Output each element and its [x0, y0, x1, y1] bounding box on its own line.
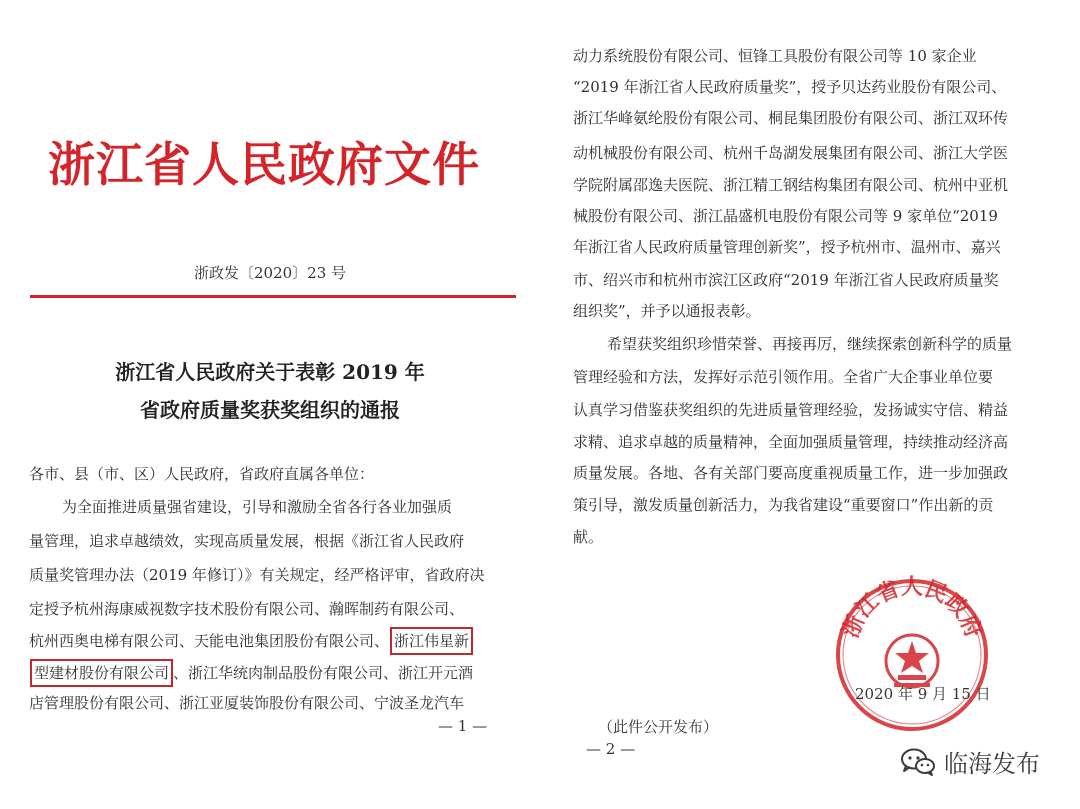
header-divider [30, 295, 516, 298]
body-line: 定授予杭州海康威视数字技术股份有限公司、瀚晖制药有限公司、 [29, 600, 465, 618]
body-line-text: 、浙江华统肉制品股份有限公司、浙江开元酒 [173, 664, 474, 682]
document-header: 浙江省人民政府文件 [48, 138, 480, 193]
body-line: 年浙江省人民政府质量管理创新奖”，授予杭州市、温州市、嘉兴 [573, 238, 1001, 256]
body-line: 策引导，激发质量创新活力，为我省建设“重要窗口”作出新的贡 [573, 496, 994, 514]
notice-title-line-2: 省政府质量奖获奖组织的通报 [140, 398, 400, 422]
body-line: 为全面推进质量强省建设，引导和激励全省各行各业加强质 [62, 498, 453, 516]
body-line: 市、绍兴市和杭州市滨江区政府“2019 年浙江省人民政府质量奖 [573, 271, 999, 289]
body-line: 献。 [573, 528, 604, 546]
body-line: 希望获奖组织珍惜荣誉、再接再厉，继续探索创新科学的质量 [607, 335, 1013, 353]
notice-title-line-1: 浙江省人民政府关于表彰 2019 年 [115, 360, 425, 384]
body-line: 量管理，追求卓越绩效，实现高质量发展，根据《浙江省人民政府 [29, 532, 465, 550]
body-line: 学院附属邵逸夫医院、浙江精工钢结构集团有限公司、杭州中亚机 [573, 176, 1009, 194]
body-line: 质量发展。各地、各有关部门要高度重视质量工作，进一步加强政 [573, 464, 1009, 482]
document-number: 浙政发〔2020〕23 号 [193, 264, 347, 282]
official-seal-icon [832, 575, 992, 735]
body-line: 动机械股份有限公司、杭州千岛湖发展集团有限公司、浙江大学医 [573, 144, 1009, 162]
body-line: 求精、追求卓越的质量精神，全面加强质量管理，持续推动经济高 [573, 433, 1009, 451]
body-line: “2019 年浙江省人民政府质量奖”，授予贝达药业股份有限公司、 [573, 78, 1007, 96]
wechat-watermark [900, 744, 1040, 779]
body-line: 质量奖管理办法（2019 年修订）》有关规定，经严格评审，省政府决 [29, 566, 485, 584]
issue-date: 2020 年 9 月 15 日 [855, 685, 991, 703]
body-line [29, 631, 473, 651]
body-line: 械股份有限公司、浙江晶盛机电股份有限公司等 9 家单位“2019 [573, 207, 998, 225]
page-number-2: — 2 — [586, 740, 636, 758]
body-line-text: 杭州西奥电梯有限公司、天能电池集团股份有限公司、 [29, 632, 390, 650]
national-emblem-icon [886, 635, 938, 687]
body-line: 认真学习借鉴获奖组织的先进质量管理经验，发扬诚实守信、精益 [573, 401, 1009, 419]
watermark-label: 临海发布 [944, 750, 1040, 778]
publish-note: （此件公开发布） [598, 718, 719, 736]
seal-text: 浙江省人民政府 [838, 575, 986, 642]
body-line: 组织奖”，并予以通报表彰。 [573, 302, 761, 320]
svg-text:浙江省人民政府 [837, 575, 986, 641]
body-line: 浙江华峰氨纶股份有限公司、桐昆集团股份有限公司、浙江双环传 [573, 109, 1009, 127]
salutation: 各市、县（市、区）人民政府，省政府直属各单位： [29, 465, 375, 483]
wechat-icon [900, 747, 936, 777]
page-number-1: — 1 — [438, 717, 488, 735]
highlighted-company-part-1: 浙江伟星新 [390, 627, 473, 655]
body-line: 店管理股份有限公司、浙江亚厦装饰股份有限公司、宁波圣龙汽车 [29, 694, 465, 712]
body-line: 管理经验和方法，发挥好示范引领作用。全省广大企事业单位要 [573, 368, 994, 386]
body-line [29, 663, 473, 683]
body-line: 动力系统股份有限公司、恒锋工具股份有限公司等 10 家企业 [573, 47, 977, 65]
highlighted-company-part-2: 型建材股份有限公司 [30, 659, 173, 687]
